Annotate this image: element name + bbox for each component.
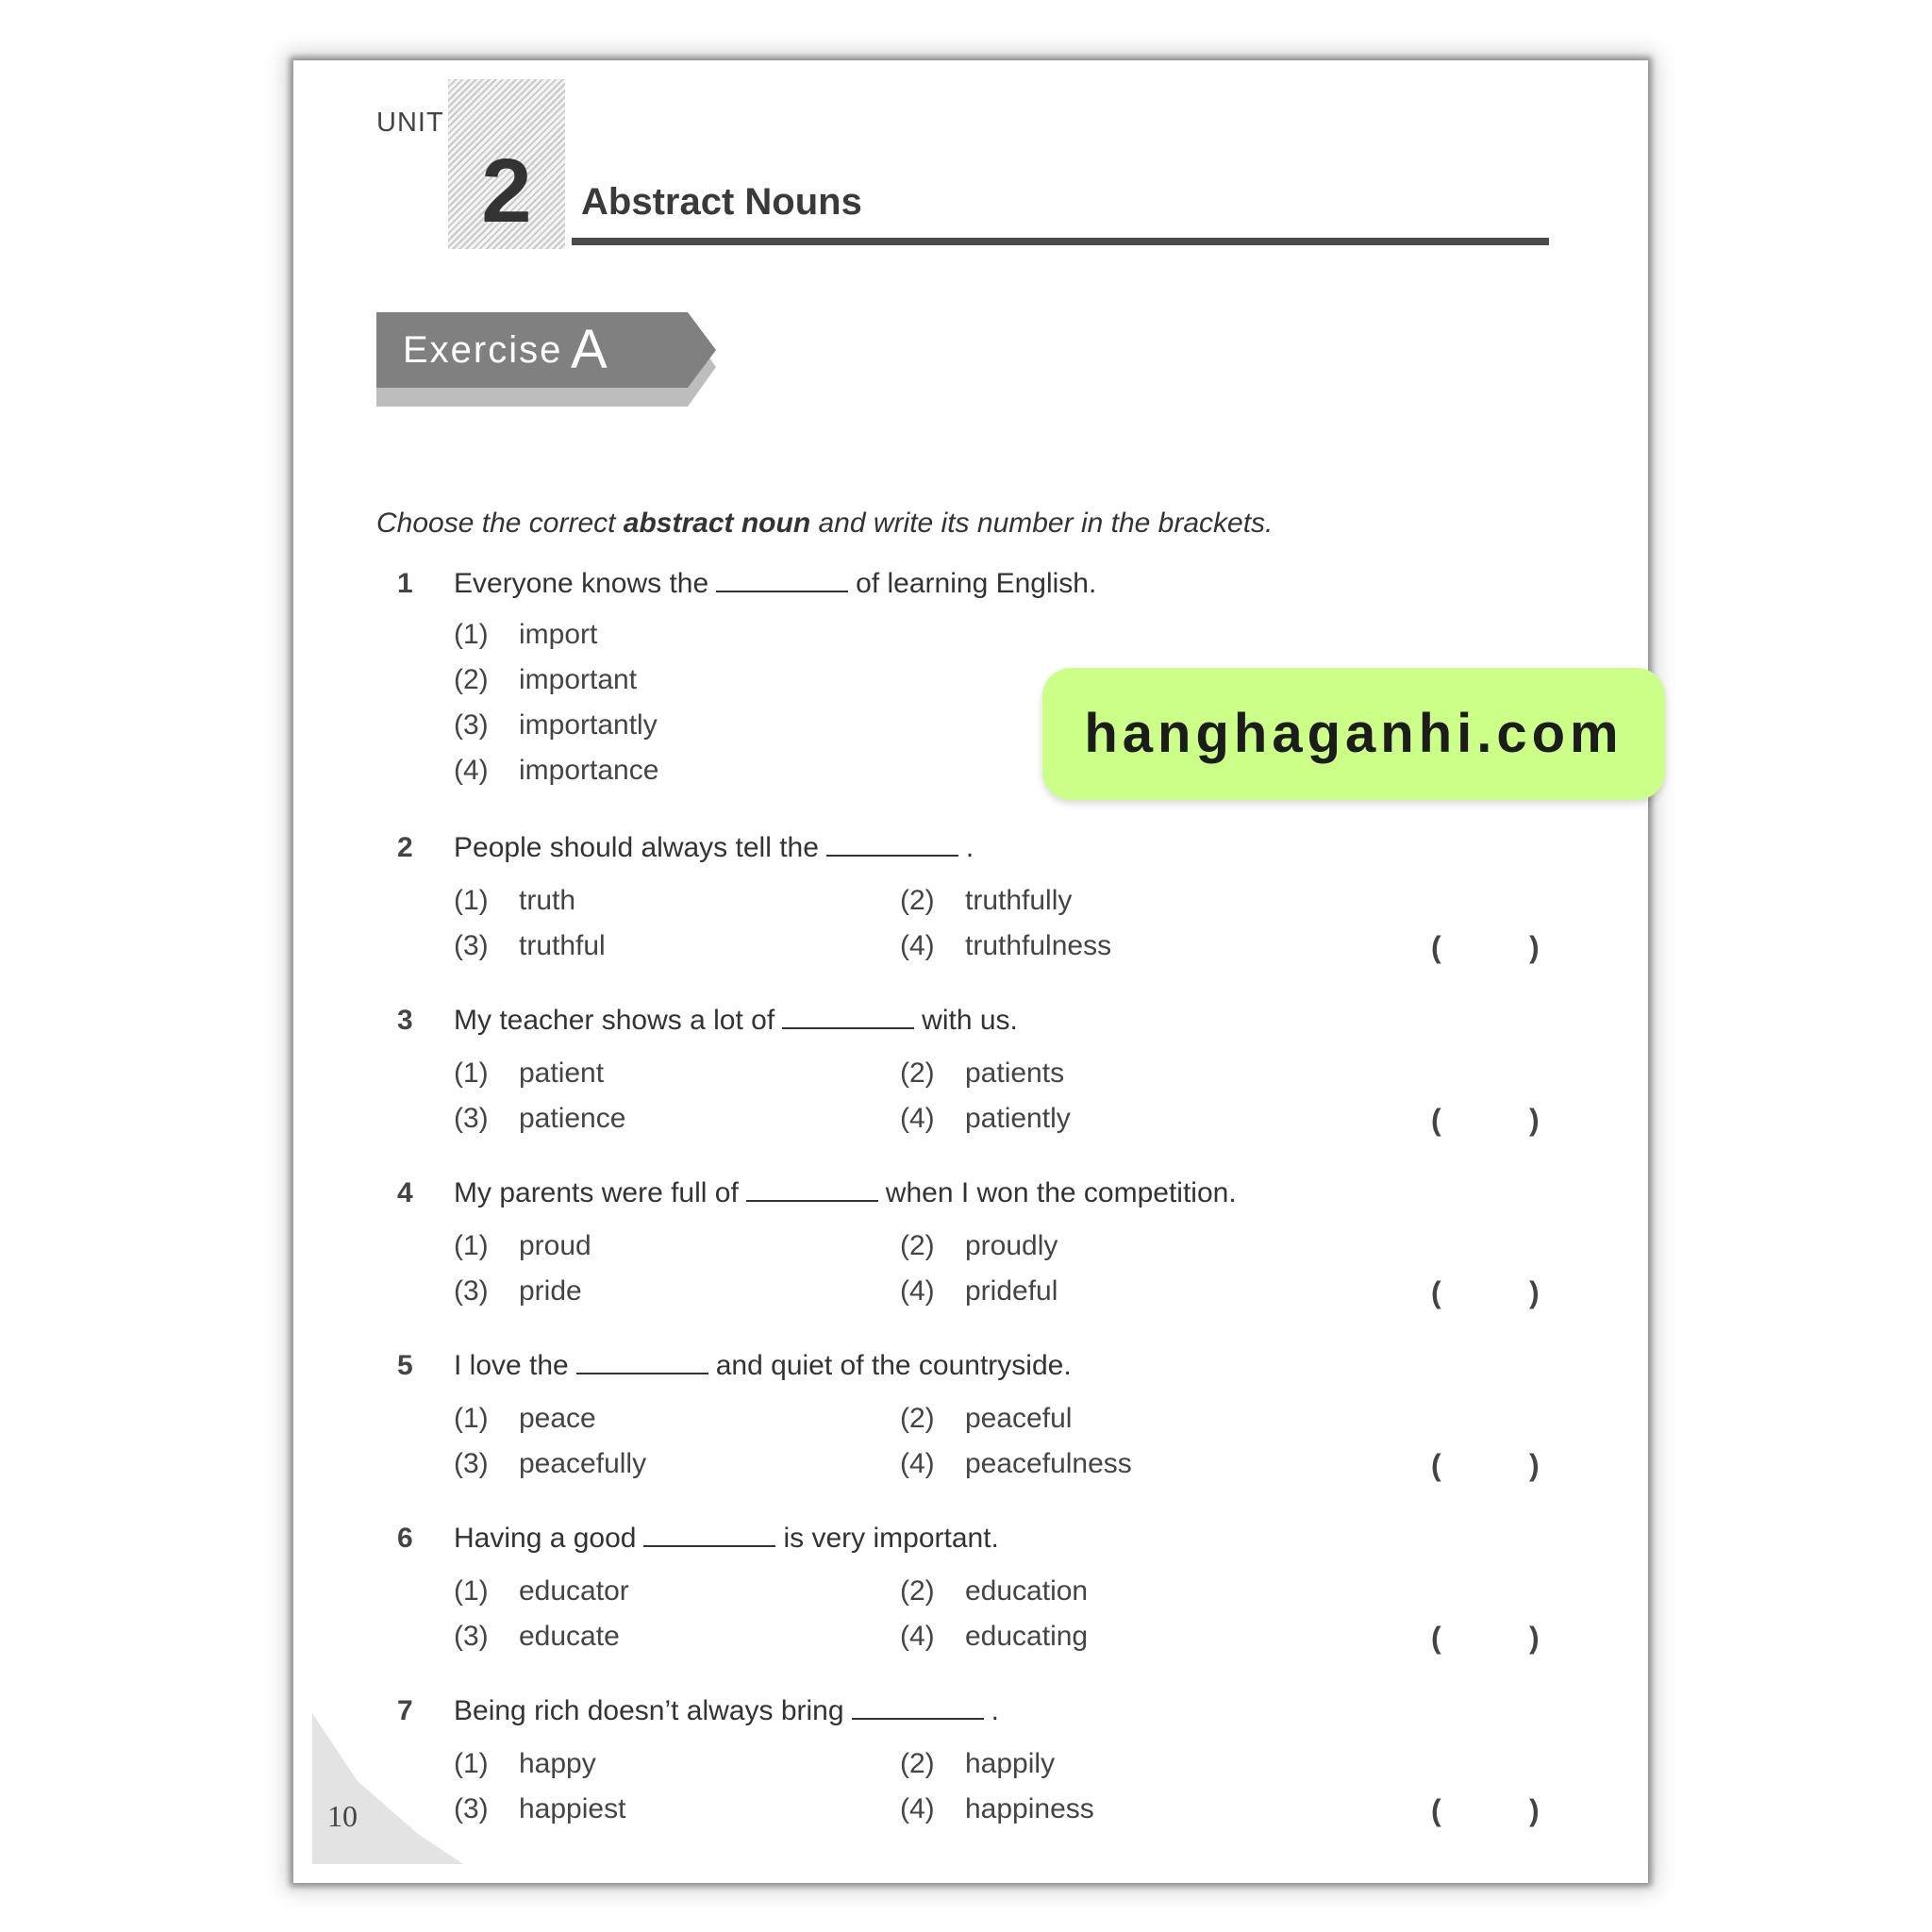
option-word: happy bbox=[519, 1748, 596, 1779]
answer-bracket-close: ) bbox=[1529, 930, 1540, 964]
instruction-bold: abstract noun bbox=[623, 508, 811, 539]
option-number: (2) bbox=[900, 1575, 935, 1607]
option-word: patients bbox=[965, 1058, 1065, 1089]
answer-bracket-close: ) bbox=[1529, 1448, 1540, 1482]
option-number: (3) bbox=[454, 1448, 489, 1479]
unit-title: Abstract Nouns bbox=[581, 181, 862, 223]
watermark-text: hanghaganhi.com bbox=[1084, 703, 1624, 764]
option-number: (4) bbox=[900, 1275, 935, 1307]
option-number: (4) bbox=[900, 1103, 935, 1134]
watermark-badge bbox=[1042, 668, 1665, 800]
option-word: educator bbox=[519, 1575, 629, 1607]
question-text-before: My teacher shows a lot of bbox=[454, 1005, 775, 1036]
option-word: peaceful bbox=[965, 1403, 1073, 1434]
option-word: educating bbox=[965, 1621, 1089, 1652]
instruction-before: Choose the correct bbox=[376, 508, 624, 539]
question-number: 1 bbox=[397, 568, 413, 599]
option-number: (4) bbox=[900, 930, 935, 961]
unit-number: 2 bbox=[481, 141, 532, 242]
unit-number-box bbox=[448, 79, 565, 249]
option-word: happiness bbox=[965, 1793, 1094, 1824]
option-number: (1) bbox=[454, 1230, 489, 1261]
option-number: (1) bbox=[454, 885, 489, 916]
question-number: 5 bbox=[397, 1350, 413, 1381]
question-number: 3 bbox=[397, 1005, 413, 1036]
question-text bbox=[454, 1005, 1018, 1037]
question-text bbox=[454, 1523, 999, 1555]
exercise-banner bbox=[376, 312, 716, 407]
option-word: peacefully bbox=[519, 1448, 647, 1479]
question-number: 4 bbox=[397, 1177, 413, 1208]
question-text-after: is very important. bbox=[783, 1523, 999, 1554]
option-number: (3) bbox=[454, 1103, 489, 1134]
option-number: (4) bbox=[900, 1448, 935, 1479]
option-word: proud bbox=[519, 1230, 591, 1261]
option-number: (3) bbox=[454, 1275, 489, 1307]
option-number: (1) bbox=[454, 1748, 489, 1779]
question-text-before: Having a good bbox=[454, 1523, 637, 1554]
question-number: 7 bbox=[397, 1695, 413, 1726]
instruction-after: and write its number in the brackets. bbox=[810, 508, 1274, 539]
question-text-after: and quiet of the countryside. bbox=[715, 1350, 1072, 1381]
option-word: important bbox=[519, 664, 638, 695]
question-text bbox=[454, 1350, 1072, 1382]
question-number: 2 bbox=[397, 832, 413, 863]
workbook-page bbox=[293, 60, 1648, 1883]
answer-blank bbox=[716, 570, 848, 592]
title-underline bbox=[572, 238, 1549, 245]
answer-blank bbox=[576, 1352, 708, 1374]
answer-blank bbox=[782, 1007, 914, 1029]
option-word: educate bbox=[519, 1621, 620, 1652]
answer-bracket-open: ( bbox=[1431, 1621, 1441, 1655]
instruction bbox=[376, 508, 1273, 540]
unit-label: UNIT bbox=[376, 108, 444, 138]
page-number: 10 bbox=[327, 1799, 358, 1833]
option-word: happily bbox=[965, 1748, 1056, 1779]
answer-blank bbox=[852, 1697, 984, 1720]
answer-bracket-close: ) bbox=[1529, 1275, 1540, 1309]
answer-blank bbox=[643, 1524, 775, 1547]
option-number: (2) bbox=[900, 1058, 935, 1089]
option-word: pride bbox=[519, 1275, 582, 1307]
option-word: importantly bbox=[519, 709, 658, 741]
option-word: truthfully bbox=[965, 885, 1073, 916]
option-number: (3) bbox=[454, 709, 489, 741]
option-word: education bbox=[965, 1575, 1089, 1607]
question-number: 6 bbox=[397, 1523, 413, 1554]
answer-bracket-close: ) bbox=[1529, 1103, 1540, 1137]
option-number: (2) bbox=[900, 1748, 935, 1779]
option-number: (4) bbox=[454, 755, 489, 786]
question-text bbox=[454, 1177, 1237, 1209]
question-text-before: Everyone knows the bbox=[454, 568, 709, 599]
answer-bracket-open: ( bbox=[1431, 930, 1441, 964]
question-text bbox=[454, 832, 974, 864]
option-word: peacefulness bbox=[965, 1448, 1132, 1479]
answer-bracket-open: ( bbox=[1431, 1448, 1441, 1482]
option-number: (2) bbox=[900, 885, 935, 916]
answer-bracket-close: ) bbox=[1529, 1793, 1540, 1827]
option-word: happiest bbox=[519, 1793, 626, 1824]
option-number: (4) bbox=[900, 1621, 935, 1652]
question-text-before: People should always tell the bbox=[454, 832, 819, 863]
option-number: (1) bbox=[454, 1575, 489, 1607]
option-number: (2) bbox=[454, 664, 489, 695]
answer-blank bbox=[826, 834, 958, 857]
option-number: (3) bbox=[454, 930, 489, 961]
option-number: (2) bbox=[900, 1230, 935, 1261]
option-word: proudly bbox=[965, 1230, 1058, 1261]
option-word: truth bbox=[519, 885, 576, 916]
question-text bbox=[454, 1695, 999, 1727]
answer-bracket-open: ( bbox=[1431, 1275, 1441, 1309]
option-number: (3) bbox=[454, 1793, 489, 1824]
option-word: truthful bbox=[519, 930, 606, 961]
question-text-after: when I won the competition. bbox=[885, 1177, 1237, 1208]
question-text bbox=[454, 568, 1096, 600]
question-text-before: Being rich doesn’t always bring bbox=[454, 1695, 844, 1726]
option-number: (3) bbox=[454, 1621, 489, 1652]
answer-blank bbox=[746, 1179, 878, 1202]
option-number: (2) bbox=[900, 1403, 935, 1434]
option-word: importance bbox=[519, 755, 659, 786]
question-text-after: of learning English. bbox=[856, 568, 1097, 599]
option-word: import bbox=[519, 619, 598, 650]
option-number: (4) bbox=[900, 1793, 935, 1824]
option-word: patient bbox=[519, 1058, 605, 1089]
option-word: patiently bbox=[965, 1103, 1071, 1134]
option-number: (1) bbox=[454, 1403, 489, 1434]
option-word: peace bbox=[519, 1403, 596, 1434]
option-word: prideful bbox=[965, 1275, 1058, 1307]
answer-bracket-open: ( bbox=[1431, 1793, 1441, 1827]
option-number: (1) bbox=[454, 619, 489, 650]
option-word: patience bbox=[519, 1103, 626, 1134]
page-corner-decoration bbox=[312, 1713, 463, 1864]
question-text-after: with us. bbox=[922, 1005, 1018, 1036]
question-text-before: My parents were full of bbox=[454, 1177, 739, 1208]
exercise-letter: A bbox=[571, 319, 608, 380]
question-text-after: . bbox=[965, 832, 974, 863]
exercise-label: Exercise bbox=[403, 329, 563, 371]
answer-bracket-open: ( bbox=[1431, 1103, 1441, 1137]
option-word: truthfulness bbox=[965, 930, 1112, 961]
question-text-after: . bbox=[991, 1695, 999, 1726]
answer-bracket-close: ) bbox=[1529, 1621, 1540, 1655]
question-text-before: I love the bbox=[454, 1350, 569, 1381]
option-number: (1) bbox=[454, 1058, 489, 1089]
